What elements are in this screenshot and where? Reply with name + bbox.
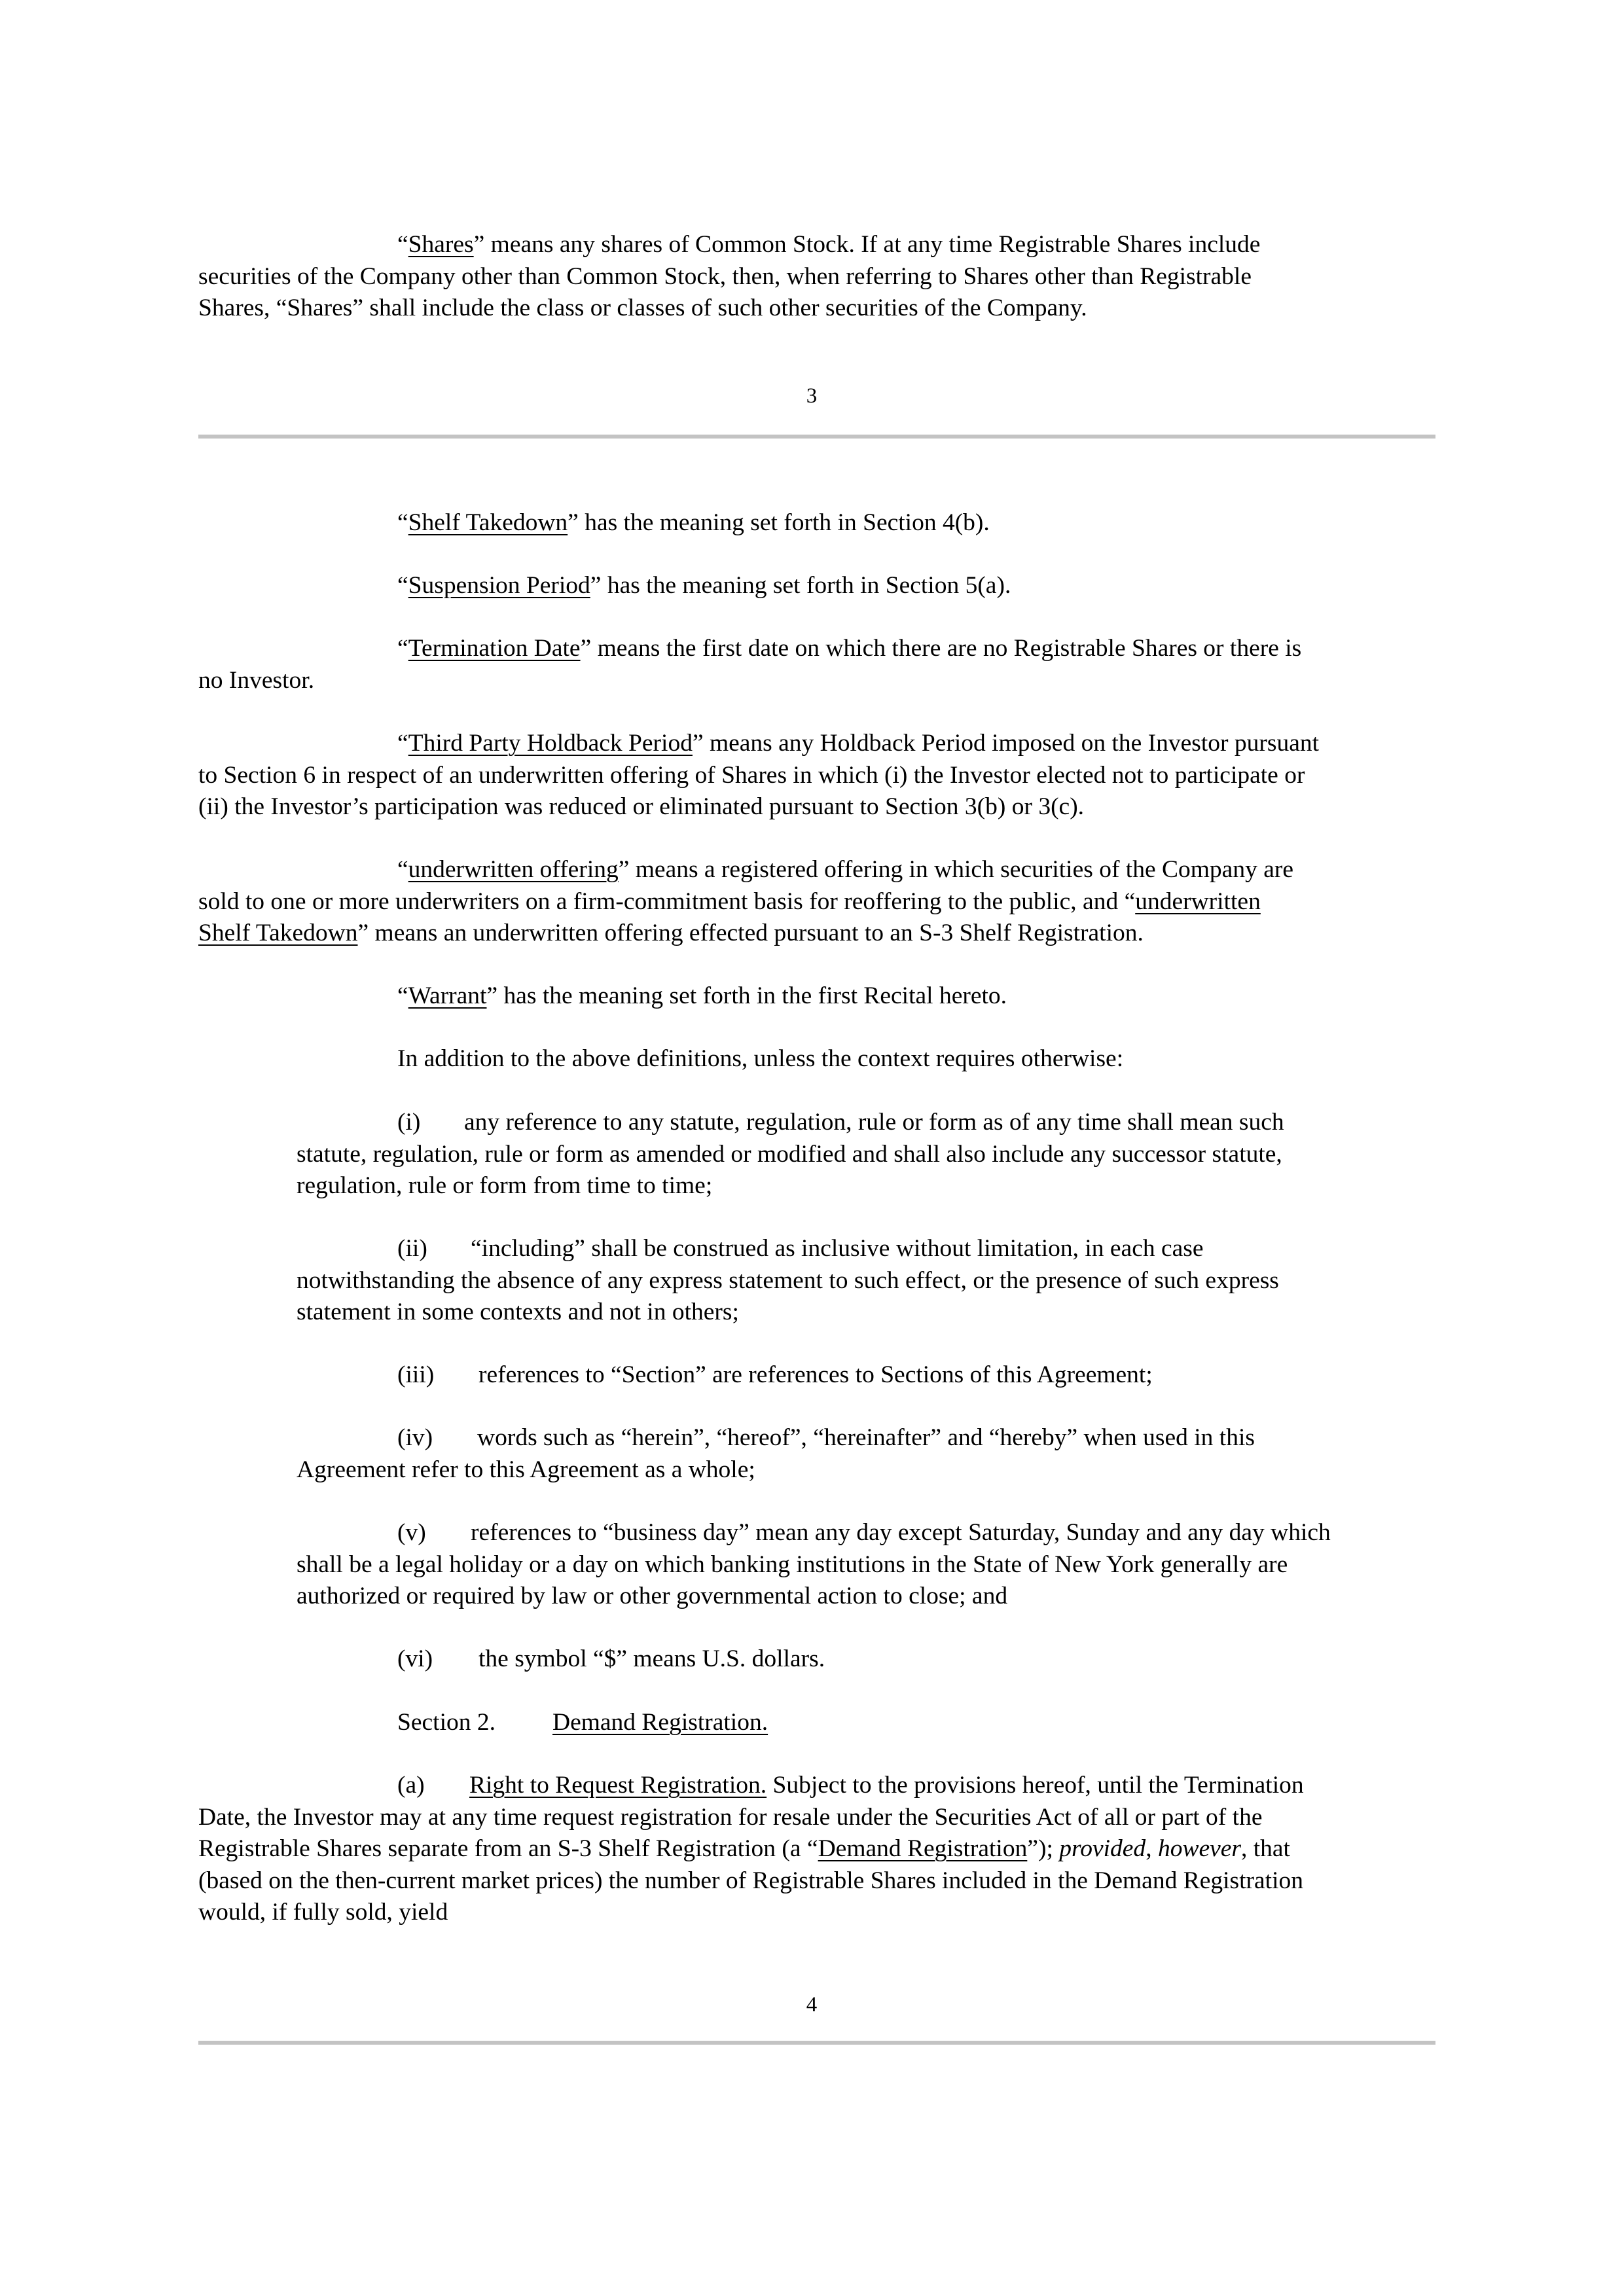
section-heading <box>198 1707 1435 1739</box>
warrant-definition <box>198 980 1435 1013</box>
rule-item <box>297 1107 1435 1202</box>
text-line: (i) any reference to any statute, regulation, rule or form as of any time shall mean such <box>297 1107 1435 1139</box>
demand-registration-paragraph <box>198 1770 1435 1929</box>
text-line: shall be a legal holiday or a day on which banking institutions in the State of New York generally are <box>297 1551 1288 1578</box>
defined-term: Shelf Takedown <box>408 509 568 536</box>
page-number: 4 <box>806 1993 818 2017</box>
section-label: Section 2. <box>397 1709 496 1736</box>
text-line: Agreement refer to this Agreement as a whole; <box>297 1456 755 1483</box>
shelf-takedown-definition <box>198 507 1435 539</box>
text-line: Shares, “Shares” shall include the class or classes of such other securities of the Company. <box>198 295 1087 321</box>
page-divider <box>198 2041 1435 2045</box>
defined-term: underwritten offering <box>408 856 619 883</box>
text-line: (iv) words such as “herein”, “hereof”, “hereinafter” and “hereby” when used in this <box>297 1422 1435 1454</box>
text-line: Registrable Shares separate from an S-3 Shelf Registration (a “Demand Registration”); provided, however, that <box>198 1835 1290 1862</box>
rule-item <box>297 1643 1435 1676</box>
underwritten-offering-definition <box>198 854 1435 950</box>
third-party-holdback-definition <box>198 728 1435 823</box>
text-line: statement in some contexts and not in others; <box>297 1299 739 1325</box>
definitions-intro <box>198 1043 1435 1075</box>
text-line: “Termination Date” means the first date on which there are no Registrable Shares or there is <box>397 635 1302 662</box>
subsection-title: Right to Request Registration. <box>469 1772 767 1799</box>
subsection-number: (a) <box>397 1772 425 1799</box>
defined-term: Third Party Holdback Period <box>408 730 693 757</box>
text-line: would, if fully sold, yield <box>198 1899 448 1926</box>
text-line: to Section 6 in respect of an underwritten offering of Shares in which (i) the Investor elected not to participate or <box>198 761 1305 789</box>
text-line: Shelf Takedown” means an underwritten offering effected pursuant to an S-3 Shelf Registration. <box>198 920 1144 946</box>
text-line: “underwritten offering” means a registered offering in which securities of the Company are <box>397 856 1293 883</box>
text-line: “Suspension Period” has the meaning set forth in Section 5(a). <box>397 572 1011 599</box>
text-line: “Third Party Holdback Period” means any Holdback Period imposed on the Investor pursuant <box>397 730 1320 757</box>
defined-term: Termination Date <box>408 635 581 662</box>
rule-number: (iii) <box>397 1361 435 1388</box>
text-line: (vi) the symbol “$” means U.S. dollars. <box>297 1643 1435 1676</box>
text-line: (based on the then-current market prices) the number of Registrable Shares included in the Demand Registration <box>198 1867 1303 1894</box>
page-number: 3 <box>806 384 818 408</box>
text-line: “Warrant” has the meaning set forth in the first Recital hereto. <box>397 982 1007 1009</box>
rule-item <box>297 1359 1435 1391</box>
text-line: (v) references to “business day” mean any day except Saturday, Sunday and any day which <box>297 1517 1435 1549</box>
rule-number: (ii) <box>397 1235 427 1262</box>
text-line: statute, regulation, rule or form as amended or modified and shall also include any successor statute, <box>297 1140 1282 1168</box>
text-line: (ii) “including” shall be construed as inclusive without limitation, in each case <box>297 1233 1435 1265</box>
defined-term: Suspension Period <box>408 572 590 599</box>
text-line: regulation, rule or form from time to time; <box>297 1172 713 1199</box>
rule-item <box>297 1422 1435 1486</box>
suspension-period-definition <box>198 570 1435 602</box>
defined-term: Demand Registration <box>818 1835 1028 1862</box>
text-line: no Investor. <box>198 666 315 694</box>
text-line: sold to one or more underwriters on a firm-commitment basis for reoffering to the public, and “underwritten <box>198 888 1261 915</box>
section-title: Demand Registration. <box>552 1709 768 1736</box>
defined-term: Shares <box>408 231 474 258</box>
text-line <box>198 1707 1435 1739</box>
shares-definition <box>198 229 1435 325</box>
text-line: (iii) references to “Section” are references to Sections of this Agreement; <box>297 1359 1435 1391</box>
text-line: Date, the Investor may at any time request registration for resale under the Securities Act of all or part of the <box>198 1803 1263 1831</box>
rule-number: (v) <box>397 1519 426 1546</box>
rule-number: (vi) <box>397 1645 433 1672</box>
rule-item <box>297 1233 1435 1329</box>
rule-item <box>297 1517 1435 1613</box>
rule-number: (i) <box>397 1109 421 1136</box>
defined-term: underwritten <box>1135 888 1261 915</box>
page-divider <box>198 435 1435 439</box>
text-line: In addition to the above definitions, unless the context requires otherwise: <box>397 1045 1124 1072</box>
text-line: authorized or required by law or other governmental action to close; and <box>297 1583 1008 1609</box>
defined-term: Shelf Takedown <box>198 920 358 946</box>
text-line: securities of the Company other than Common Stock, then, when referring to Shares other than Registrable <box>198 262 1252 290</box>
defined-term: Warrant <box>408 982 487 1009</box>
text-line: (a) Right to Request Registration. Subject to the provisions hereof, until the Termination <box>198 1770 1435 1802</box>
termination-date-definition <box>198 633 1435 696</box>
text-line: “Shares” means any shares of Common Stock. If at any time Registrable Shares include <box>397 231 1261 258</box>
text-line: (ii) the Investor’s participation was reduced or eliminated pursuant to Section 3(b) or 3(c). <box>198 793 1085 820</box>
text-line: “Shelf Takedown” has the meaning set forth in Section 4(b). <box>397 509 990 536</box>
rule-number: (iv) <box>397 1424 433 1451</box>
text-line: notwithstanding the absence of any express statement to such effect, or the presence of such express <box>297 1266 1279 1294</box>
